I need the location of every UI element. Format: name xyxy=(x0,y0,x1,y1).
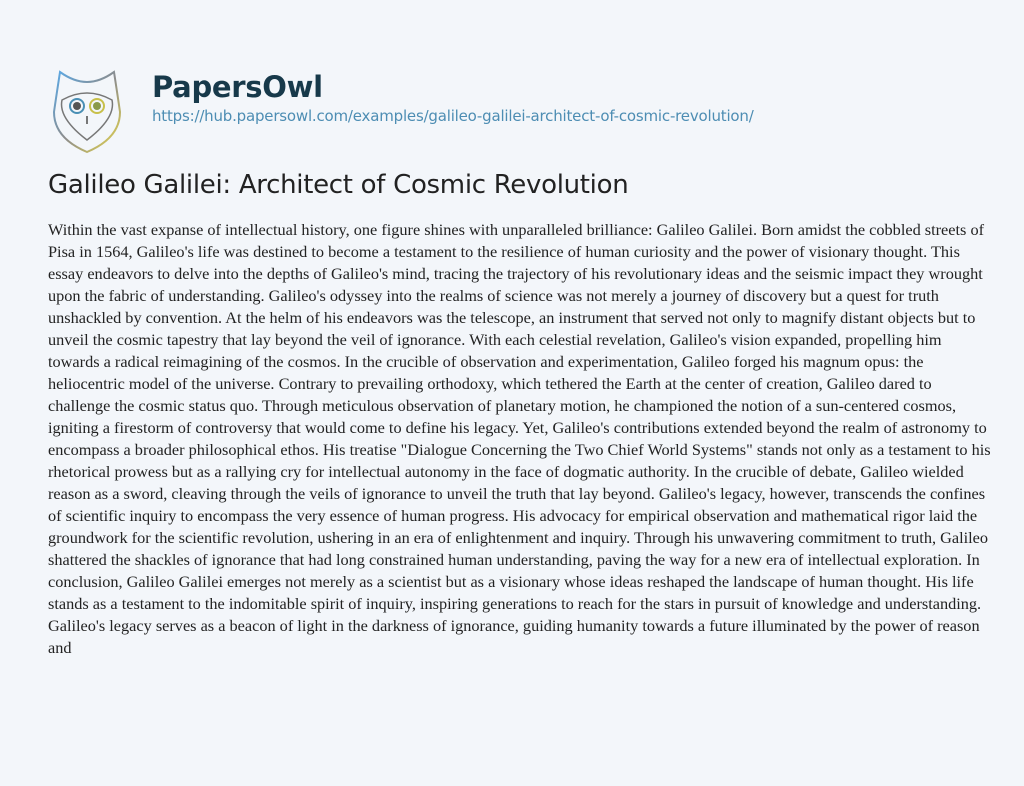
page-title: Galileo Galilei: Architect of Cosmic Revolution xyxy=(48,170,629,200)
essay-line: and xyxy=(48,638,72,657)
essay-body xyxy=(48,219,1008,659)
essay-line: igniting a firestorm of controversy that would come to define his legacy. Yet, Galileo's contributions extended beyond the realm of astronomy to xyxy=(48,418,987,437)
essay-line: encompass a broader philosophical ethos. His treatise "Dialogue Concerning the Two Chief World Systems" stands not only as a testament to his xyxy=(48,440,991,459)
essay-line: unshackled by convention. At the helm of his endeavors was the telescope, an instrument that served not only to magnify distant objects but to xyxy=(48,308,976,327)
essay-line: rhetorical prowess but as a rallying cry for intellectual autonomy in the face of dogmatic authority. In the crucible of debate, Galileo wielded xyxy=(48,462,964,481)
essay-line: towards a radical reimagining of the cosmos. In the crucible of observation and experimentation, Galileo forged his magnum opus: the xyxy=(48,352,924,371)
essay-line: upon the fabric of understanding. Galileo's odyssey into the realms of science was not merely a journey of discovery but a quest for truth xyxy=(48,286,939,305)
page-url-link[interactable]: https://hub.papersowl.com/examples/galileo-galilei-architect-of-cosmic-revolution/ xyxy=(152,107,754,125)
essay-line: unveil the cosmic tapestry that lay beyond the veil of ignorance. With each celestial revelation, Galileo's vision expanded, propelling him xyxy=(48,330,942,349)
essay-line: shattered the shackles of ignorance that had long constrained human understanding, paving the way for a new era of intellectual exploration. In xyxy=(48,550,980,569)
essay-line: conclusion, Galileo Galilei emerges not merely as a scientist but as a visionary whose ideas reshaped the landscape of human thought. His life xyxy=(48,572,974,591)
owl-logo-icon xyxy=(50,68,124,154)
essay-line: reason as a sword, cleaving through the veils of ignorance to unveil the truth that lay beyond. Galileo's legacy, however, transcends the confines xyxy=(48,484,986,503)
essay-line: Pisa in 1564, Galileo's life was destined to become a testament to the resilience of human curiosity and the power of visionary thought. This xyxy=(48,242,960,261)
essay-line: of scientific inquiry to encompass the very essence of human progress. His advocacy for empirical observation and mathematical rigor laid the xyxy=(48,506,978,525)
essay-line: groundwork for the scientific revolution, ushering in an era of enlightenment and inquiry. Through his unwavering commitment to truth, Galileo xyxy=(48,528,989,547)
essay-line: challenge the cosmic status quo. Through meticulous observation of planetary motion, he championed the notion of a sun-centered cosmos, xyxy=(48,396,957,415)
essay-line: essay endeavors to delve into the depths of Galileo's mind, tracing the trajectory of his revolutionary ideas and the seismic impact they wrought xyxy=(48,264,983,283)
essay-line: Within the vast expanse of intellectual history, one figure shines with unparalleled brilliance: Galileo Galilei. Born amidst the cobbled streets of xyxy=(48,220,985,239)
essay-line: stands as a testament to the indomitable spirit of inquiry, inspiring generations to reach for the stars in pursuit of knowledge and understanding. xyxy=(48,594,982,613)
essay-line: heliocentric model of the universe. Contrary to prevailing orthodoxy, which tethered the Earth at the center of creation, Galileo dared to xyxy=(48,374,932,393)
brand-name[interactable]: PapersOwl xyxy=(152,70,323,104)
essay-line: Galileo's legacy serves as a beacon of light in the darkness of ignorance, guiding humanity towards a future illuminated by the power of reason xyxy=(48,616,980,635)
